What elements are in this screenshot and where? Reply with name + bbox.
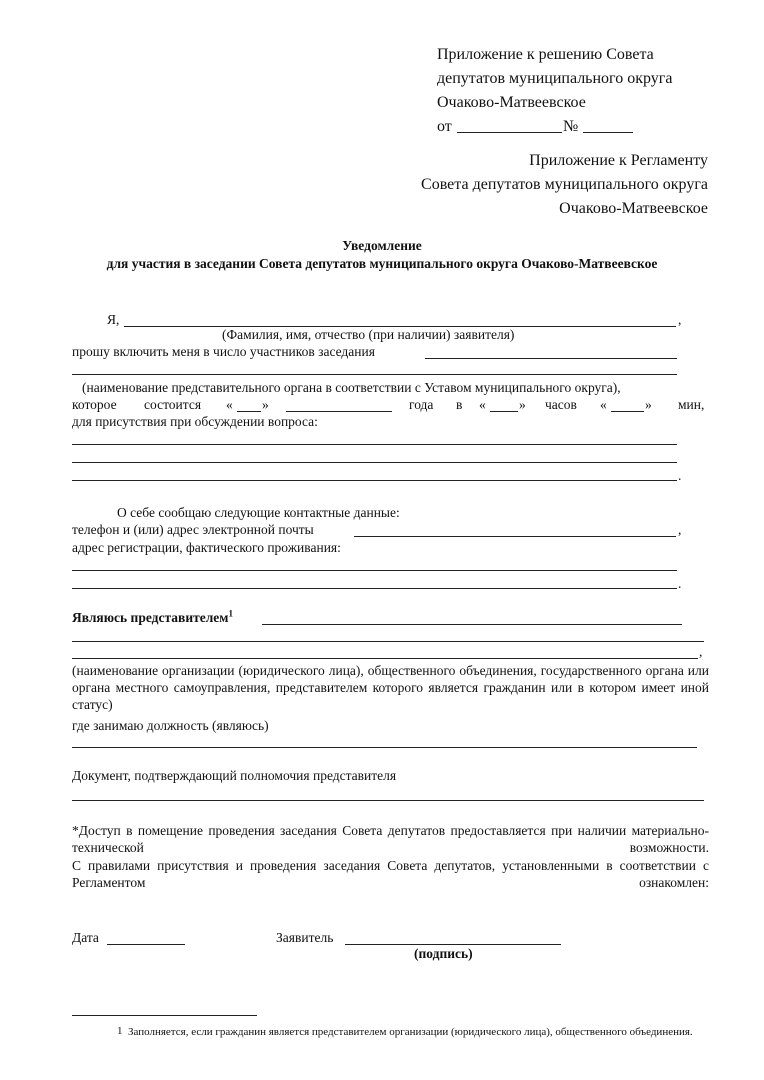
meeting-line[interactable] [425,358,677,359]
representative-line[interactable] [262,624,682,625]
quote-open-2: « [479,397,486,412]
hours-line[interactable] [490,411,518,412]
footnote-number: 1 [117,1025,123,1037]
day-line[interactable] [237,411,261,412]
period: . [678,576,682,591]
text-chasov: часов [545,397,577,412]
header-reglament-line1: Приложение к Регламенту [529,152,708,169]
quote-open-1: « [226,397,233,412]
representative-label [72,610,233,626]
quote-close-1: » [262,397,269,412]
access-note: *Доступ в помещение проведения заседания Совета депутатов предоставляется при наличии материально-технической возможности. [72,823,709,855]
footnote-ref: 1 [228,608,233,619]
text-goda: года [409,397,434,412]
comma: , [699,644,703,659]
presence-text: для присутствия при обсуждении вопроса: [72,414,318,429]
footnote-text: Заполняется, если гражданин является представителем организации (юридического лица), общественного объединения. [128,1026,693,1038]
quote-open-3: « [600,397,607,412]
comma: , [678,522,682,537]
signature-hint: (подпись) [414,946,473,961]
period: . [678,468,682,483]
organ-hint: (наименование представительного органа в соответствии с Уставом муниципального округа), [82,380,621,395]
minutes-line[interactable] [611,411,644,412]
rules-note: С правилами присутствия и проведения заседания Совета депутатов, установленными в соответствии с Регламентом ознакомлен: [72,858,709,890]
quote-close-2: » [519,397,526,412]
comma: , [678,312,682,327]
document-line[interactable] [72,800,704,801]
position-line[interactable] [72,747,697,748]
text-kotoroe: которое [72,397,117,412]
address-line-1[interactable] [72,570,677,571]
question-line-3[interactable] [72,480,677,481]
text-v: в [456,397,463,412]
signature-line[interactable] [345,944,561,945]
document-label: Документ, подтверждающий полномочия представителя [72,768,397,783]
organ-name-line[interactable] [72,374,677,375]
header-resolution-line2: депутатов муниципального округа [437,70,673,87]
number-field-line [583,132,633,133]
header-resolution-line1: Приложение к решению Совета [437,46,654,63]
date-label: Дата [72,930,99,945]
representative-label-text: Являюсь представителем [72,610,229,625]
date-field-line [457,132,562,133]
header-reglament-line2: Совета депутатов муниципального округа [421,176,708,193]
contacts-intro: О себе сообщаю следующие контактные данные: [117,505,400,520]
i-label: Я, [107,312,120,327]
phone-line[interactable] [354,536,676,537]
question-line-1[interactable] [72,444,677,445]
text-min: мин, [678,397,705,412]
document-subtitle: для участия в заседании Совета депутатов муниципального округа Очаково-Матвеевское [106,256,658,271]
date-signature-line[interactable] [107,944,185,945]
footnote-separator [72,1015,257,1016]
request-text: прошу включить меня в число участников заседания [72,344,375,359]
quote-close-3: » [645,397,652,412]
org-hint: (наименование организации (юридического лица), общественного объединения, государственного органа или органа местного самоуправления, представителем которого является гражданин или в котором имеет иной статус) [72,663,709,712]
header-resolution-line3: Очаково-Матвеевское [437,94,586,111]
month-line[interactable] [286,411,392,412]
address-label: адрес регистрации, фактического проживания: [72,540,341,555]
header-reglament-line3: Очаково-Матвеевское [559,200,708,217]
phone-label: телефон и (или) адрес электронной почты [72,522,314,537]
text-sostoitsya: состоится [144,397,202,412]
name-hint: (Фамилия, имя, отчество (при наличии) заявителя) [222,327,515,342]
question-line-2[interactable] [72,462,677,463]
org-line-1[interactable] [72,641,704,642]
org-line-2[interactable] [72,658,698,659]
position-label: где занимаю должность (являюсь) [72,718,269,733]
header-number-label: № [563,118,579,135]
address-line-2[interactable] [72,588,677,589]
document-title: Уведомление [342,238,422,253]
header-from-label: от [437,118,452,135]
applicant-label: Заявитель [276,930,334,945]
